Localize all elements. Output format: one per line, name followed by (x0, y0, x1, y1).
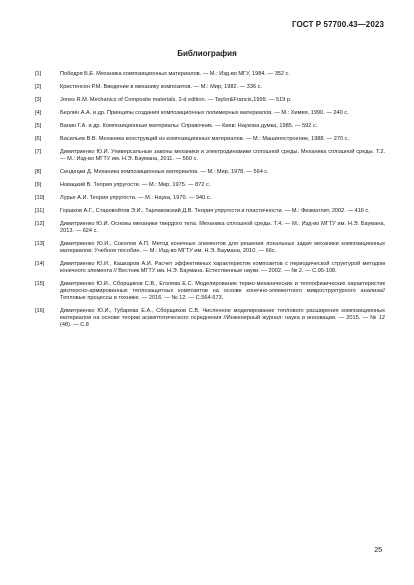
entry-number: [7] (35, 149, 42, 155)
entry-number: [15] (35, 281, 45, 287)
entry-text: Кристенсен Р.М. Введение в механику композитов. — М.: Мир, 1982. — 336 с. (60, 84, 263, 90)
entry-number: [11] (35, 208, 44, 214)
bibliography-entry (35, 195, 385, 202)
entry-text: Ванин Г.А. и др. Композиционные материалы: Справочник. — Киев: Наукова думка, 1985. — 592 с. (60, 123, 318, 129)
bibliography-entry (35, 149, 385, 163)
entry-number: [12] (35, 221, 45, 227)
bibliography-entry (35, 84, 385, 91)
entry-text: Димитриенко Ю.И., Губарева Е.А., Сборщиков С.В. Численное моделирование теплового расширения композиционных материалов на основе теории асимптотического осреднения //Инженерный журнал: наука и инновации. — 2015. — № 12 (48). — С.8 (60, 308, 385, 328)
bibliography-entry (35, 169, 385, 176)
bibliography-entry (35, 281, 385, 302)
entry-text: Димитриенко Ю.И., Кашкаров А.И. Расчет эффективных характеристик композитов с периодической структурой методом конечного элемента // Вестник МГТУ им. Н.Э. Баумана. Естественные науки. — 2002. — № 2. — С.95-108. (60, 261, 385, 274)
entry-text: Горшков А.Г., Старовойтов Э.И., Тарлаковский Д.В. Теория упругости и пластичности. — М.: Физматлит, 2002. — 416 с. (60, 208, 370, 214)
entry-text: Берлин А.А. и др. Принципы создания композиционных полимерных материалов. — М.: Химия, 1990. — 240 с. (60, 110, 349, 116)
entry-number: [5] (35, 123, 42, 129)
entry-number: [14] (35, 261, 45, 267)
entry-text: Сендецки Д. Механика композиционных материалов. — М.: Мир, 1978. — 564 с. (60, 169, 269, 175)
bibliography-entry (35, 71, 385, 78)
entry-number: [3] (35, 97, 42, 103)
entry-number: [13] (35, 241, 45, 247)
entry-number: [1] (35, 71, 42, 77)
entry-number: [6] (35, 136, 42, 142)
page-title: Библиография (177, 49, 237, 58)
bibliography-entry (35, 97, 385, 104)
bibliography-entry (35, 241, 385, 255)
entry-number: [4] (35, 110, 42, 116)
entry-text: Димитриенко Ю.И. Универсальные законы механики и электродинамики сплошной среды. Механика сплошной среды. Т.2. — М.: Изд-во МГТУ им. Н.Э. Баумана, 2011. — 560 с. (60, 149, 385, 162)
bibliography-entry (35, 308, 385, 329)
entry-number: [10] (35, 195, 45, 201)
bibliography-entry (35, 110, 385, 117)
entry-number: [2] (35, 84, 42, 90)
entry-text: Новацкий В. Теория упругости. — М.: Мир, 1975. — 872 с. (60, 182, 211, 188)
entry-text: Васильев В.В. Механика конструкций из композиционных материалов. — М.: Машиностроение, 1988. — 270 с. (60, 136, 350, 142)
bibliography-entry (35, 208, 385, 215)
entry-text: Димитриенко Ю.И., Сборщиков С.В., Еголева Е.С. Моделирование термо-механических и теплофизических характеристик дисперсно-армированных теплозащитных композитов на основе конечно-элементного микроструктурного анализа//Тепловые процессы в технике. — 2016. — № 12. — С.564-573. (60, 281, 385, 301)
bibliography-list (35, 71, 385, 335)
entry-text: Лурье А.И. Теория упругости. — М.: Наука, 1970. — 940 с. (60, 195, 212, 201)
bibliography-entry (35, 182, 385, 189)
entry-text: Победря Б.Е. Механика композиционных материалов. — М.: Изд-во МГУ, 1984. — 352 с. (60, 71, 290, 77)
entry-text: Димитриенко Ю.И., Соколов А.П. Метод конечных элементов для решения локальных задач механики композиционных материалов: Учебное пособие. — М.: Изд-во МГТУ им. Н.Э. Баумана, 2010. — 66с. (60, 241, 385, 254)
bibliography-entry (35, 261, 385, 275)
bibliography-entry (35, 221, 385, 235)
entry-number: [8] (35, 169, 42, 175)
entry-text: Jones R.M. Mechanics of Composite materials. 2-d edition. — Taylor&Francis,1999. — 519 p. (60, 97, 292, 103)
page-number: 25 (374, 547, 382, 554)
entry-number: [16] (35, 308, 45, 314)
entry-number: [9] (35, 182, 42, 188)
bibliography-entry (35, 136, 385, 143)
document-header (292, 20, 384, 29)
entry-text: Димитриенко Ю.И. Основы механики твердого тела. Механика сплошной среды. Т.4. — М.: Изд-во МГТУ им. Н.Э. Баумана, 2013. — 624 с. (60, 221, 385, 234)
bibliography-entry (35, 123, 385, 130)
document-id: ГОСТ Р 57700.43—2023 (291, 20, 384, 29)
